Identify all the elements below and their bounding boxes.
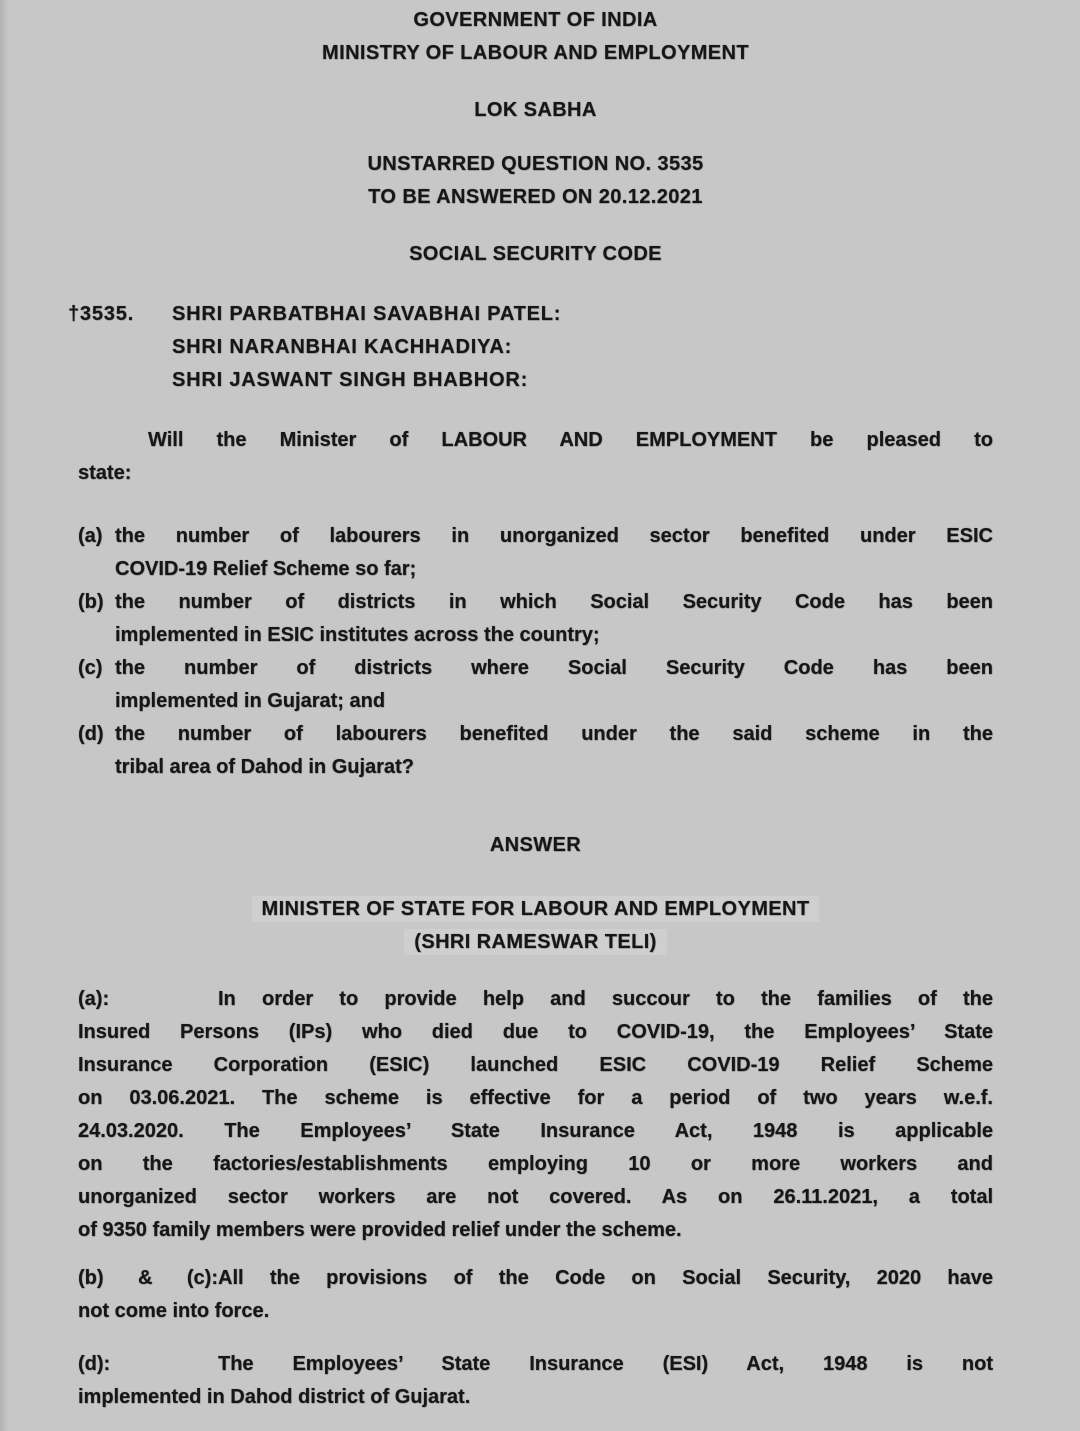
answer-label: (d):	[78, 1353, 111, 1375]
answer-label: (a):	[78, 988, 110, 1010]
item-line: implemented in ESIC institutes across the country;	[115, 624, 600, 646]
org-line: GOVERNMENT OF INDIA	[413, 9, 658, 31]
answer-line	[78, 1262, 993, 1295]
question-intro	[78, 424, 993, 490]
ministry-line: MINISTRY OF LABOUR AND EMPLOYMENT	[322, 42, 749, 64]
answer-paragraph-bc	[78, 1262, 993, 1328]
question-item-a	[78, 520, 993, 586]
document-header	[78, 4, 993, 70]
minister-title: MINISTER OF STATE FOR LABOUR AND EMPLOYMENT	[252, 896, 820, 922]
item-line: implemented in Gujarat; and	[115, 690, 386, 712]
answer-text: All the provisions of the Code on Social Security, 2020 have	[218, 1267, 993, 1289]
answer-line: implemented in Dahod district of Gujarat.	[78, 1386, 471, 1408]
item-label: (a)	[78, 525, 103, 547]
answer-text: In order to provide help and succour to the families of the	[218, 988, 993, 1010]
item-text: the number of labourers benefited under the said scheme in the	[115, 723, 993, 745]
answer-line: Insurance Corporation (ESIC) launched ESIC COVID-19 Relief Scheme	[78, 1054, 993, 1076]
answer-paragraph-a	[78, 983, 993, 1247]
question-number-label: †3535.	[68, 303, 134, 325]
answer-line: unorganized sector workers are not covered. As on 26.11.2021, a total	[78, 1186, 993, 1208]
item-line	[78, 586, 993, 619]
member-name: SHRI NARANBHAI KACHHADIYA:	[172, 336, 513, 358]
item-text: the number of labourers in unorganized sector benefited under ESIC	[115, 525, 993, 547]
answer-paragraph-d	[78, 1348, 993, 1414]
question-no-line: UNSTARRED QUESTION NO. 3535	[367, 153, 704, 175]
answer-label: (b) & (c):	[78, 1267, 218, 1289]
item-label: (c)	[78, 657, 103, 679]
question-number-block	[78, 148, 993, 214]
answer-line: on the factories/establishments employing 10 or more workers and	[78, 1153, 993, 1175]
answer-line: Insured Persons (IPs) who died due to COVID-19, the Employees’ State	[78, 1021, 993, 1043]
item-line: tribal area of Dahod in Gujarat?	[115, 756, 414, 778]
subject-line: SOCIAL SECURITY CODE	[409, 243, 662, 265]
item-label: (d)	[78, 723, 104, 745]
answer-line: 24.03.2020. The Employees’ State Insurance Act, 1948 is applicable	[78, 1120, 993, 1142]
house-line: LOK SABHA	[474, 99, 597, 121]
question-item-b	[78, 586, 993, 652]
answer-line: not come into force.	[78, 1300, 270, 1322]
answer-text: The Employees’ State Insurance (ESI) Act, 1948 is not	[218, 1353, 993, 1375]
item-line	[78, 520, 993, 553]
answer-line: on 03.06.2021. The scheme is effective for a period of two years w.e.f.	[78, 1087, 993, 1109]
item-text: the number of districts where Social Security Code has been	[115, 657, 993, 679]
question-items	[78, 520, 993, 784]
question-intro-line: Will the Minister of LABOUR AND EMPLOYMENT be pleased to	[148, 429, 993, 451]
question-item-d	[78, 718, 993, 784]
member-line	[68, 298, 993, 331]
item-line	[78, 718, 993, 751]
minister-title-line	[78, 893, 993, 926]
answer-heading: ANSWER	[489, 834, 582, 856]
item-line: COVID-19 Relief Scheme so far;	[115, 558, 417, 580]
members-block	[68, 298, 993, 397]
question-intro-line: state:	[78, 462, 132, 484]
question-item-c	[78, 652, 993, 718]
member-name: SHRI JASWANT SINGH BHABHOR:	[172, 369, 529, 391]
answer-line	[78, 983, 993, 1016]
item-text: the number of districts in which Social Security Code has been	[115, 591, 993, 613]
answer-line	[78, 1348, 993, 1381]
minister-name: (SHRI RAMESWAR TELI)	[404, 929, 666, 955]
member-name: SHRI PARBATBHAI SAVABHAI PATEL:	[172, 303, 562, 325]
item-line	[78, 652, 993, 685]
minister-name-line	[78, 926, 993, 959]
answer-line: of 9350 family members were provided relief under the scheme.	[78, 1219, 682, 1241]
minister-block	[78, 893, 993, 959]
answer-date-line: TO BE ANSWERED ON 20.12.2021	[368, 186, 703, 208]
item-label: (b)	[78, 591, 104, 613]
